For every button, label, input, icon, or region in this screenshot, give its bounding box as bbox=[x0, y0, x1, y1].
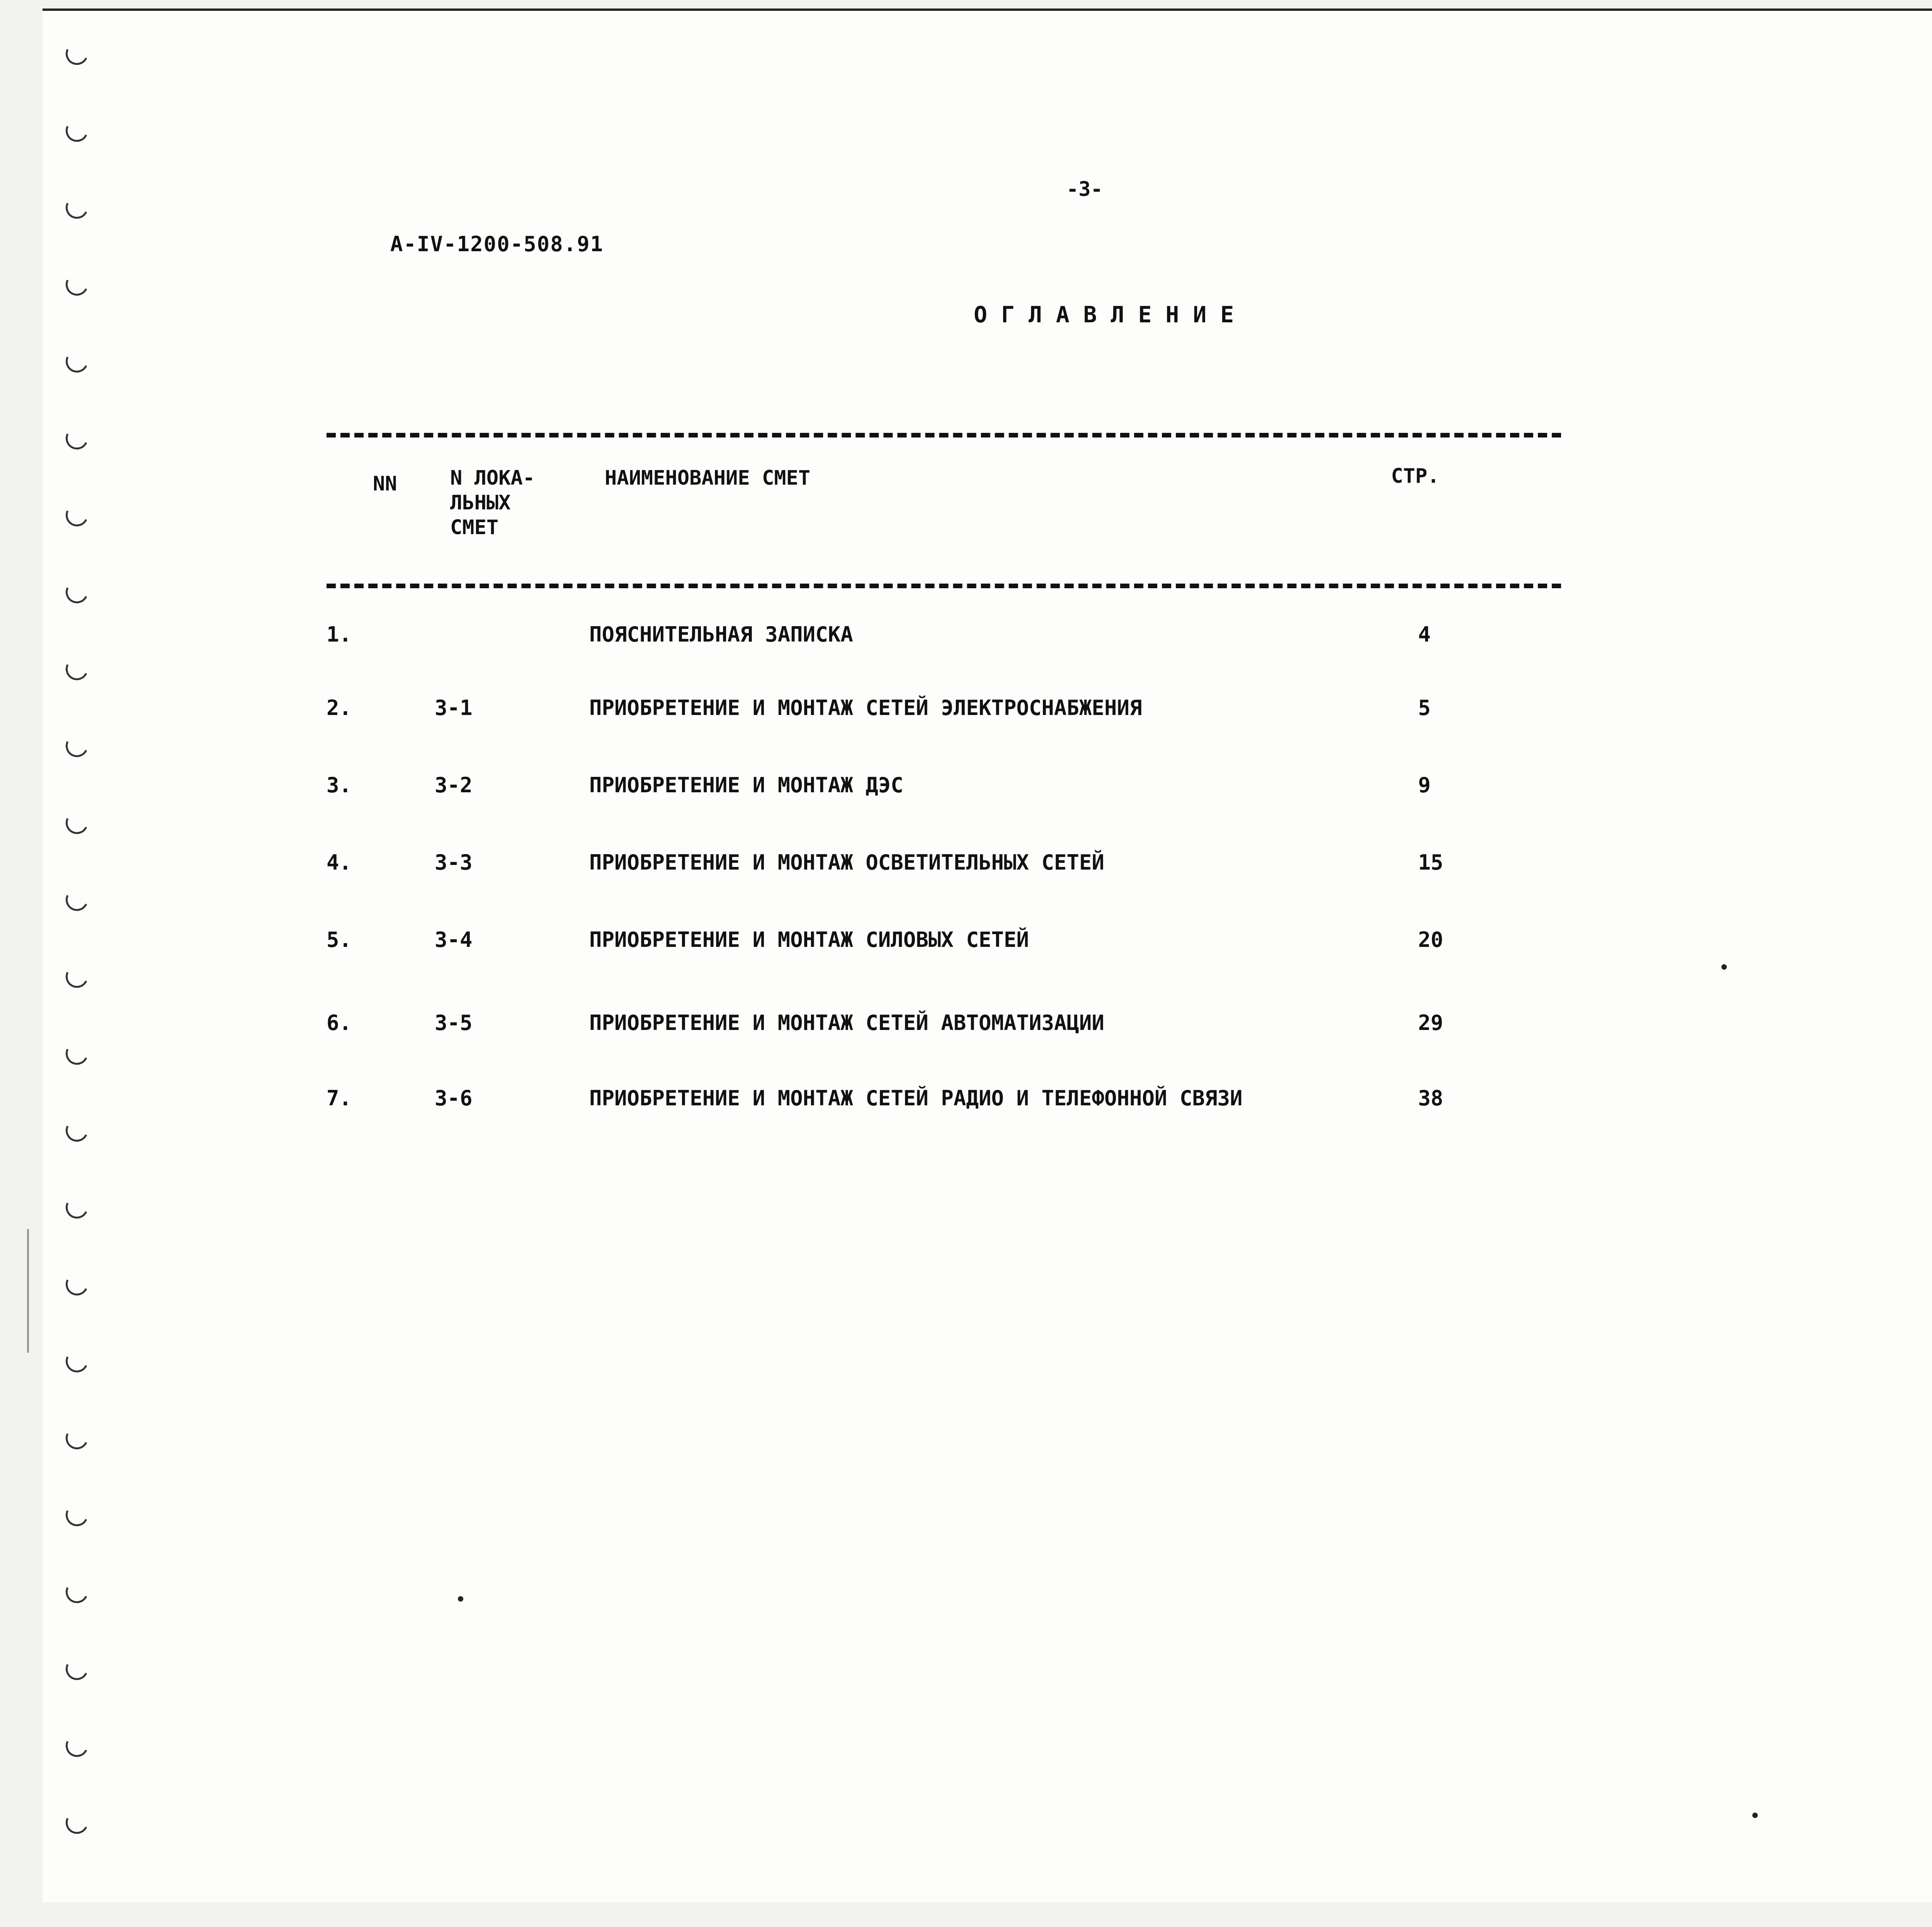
scan-speck bbox=[1721, 964, 1727, 970]
perforation-hole bbox=[63, 1270, 91, 1299]
table-top-rule bbox=[327, 433, 1561, 437]
row-page: 38 bbox=[1418, 1086, 1444, 1110]
row-name: ПРИОБРЕТЕНИЕ И МОНТАЖ СЕТЕЙ РАДИО И ТЕЛЕФОННОЙ СВЯЗИ bbox=[589, 1086, 1243, 1110]
table-row bbox=[0, 928, 1932, 966]
table-row bbox=[0, 1011, 1932, 1049]
perforation-hole bbox=[63, 962, 91, 991]
perforation-hole bbox=[63, 809, 91, 837]
row-page: 5 bbox=[1418, 696, 1431, 720]
table-row bbox=[0, 696, 1932, 734]
row-nn: 1. bbox=[327, 622, 352, 647]
row-name: ПРИОБРЕТЕНИЕ И МОНТАЖ ДЭС bbox=[589, 773, 903, 797]
perforation-hole bbox=[63, 1578, 91, 1606]
perforation-hole bbox=[63, 116, 91, 145]
row-code: 3-6 bbox=[435, 1086, 473, 1110]
row-page: 4 bbox=[1418, 622, 1431, 647]
row-code: 3-3 bbox=[435, 850, 473, 875]
row-code: 3-1 bbox=[435, 696, 473, 720]
row-name: ПРИОБРЕТЕНИЕ И МОНТАЖ СЕТЕЙ ЭЛЕКТРОСНАБЖЕНИЯ bbox=[589, 696, 1142, 720]
perforation-hole bbox=[63, 885, 91, 914]
row-nn: 2. bbox=[327, 696, 352, 720]
header-nn: NN bbox=[373, 472, 397, 495]
page-number: -3- bbox=[1066, 178, 1103, 201]
perforation-hole bbox=[63, 347, 91, 376]
perforation-hole bbox=[63, 193, 91, 222]
row-code: 3-2 bbox=[435, 773, 473, 797]
row-page: 20 bbox=[1418, 928, 1444, 952]
row-name: ПОЯСНИТЕЛЬНАЯ ЗАПИСКА bbox=[589, 622, 853, 647]
header-local-estimate: N ЛОКА- ЛЬНЫХ СМЕТ bbox=[450, 466, 535, 539]
table-row bbox=[0, 622, 1932, 661]
header-estimate-name: НАИМЕНОВАНИЕ СМЕТ bbox=[605, 466, 811, 490]
table-row bbox=[0, 850, 1932, 889]
perforation-hole bbox=[63, 1424, 91, 1452]
perforation-hole bbox=[63, 732, 91, 760]
table-header-rule bbox=[327, 584, 1561, 588]
perforation-hole bbox=[63, 501, 91, 529]
scan-speck bbox=[458, 1596, 463, 1602]
row-nn: 5. bbox=[327, 928, 352, 952]
row-page: 9 bbox=[1418, 773, 1431, 797]
perforation-hole bbox=[63, 1501, 91, 1529]
row-name: ПРИОБРЕТЕНИЕ И МОНТАЖ СЕТЕЙ АВТОМАТИЗАЦИИ bbox=[589, 1011, 1104, 1035]
row-nn: 6. bbox=[327, 1011, 352, 1035]
row-name: ПРИОБРЕТЕНИЕ И МОНТАЖ ОСВЕТИТЕЛЬНЫХ СЕТЕЙ bbox=[589, 850, 1104, 875]
perforation-hole bbox=[63, 1193, 91, 1222]
table-row bbox=[0, 773, 1932, 812]
perforation-hole bbox=[63, 1655, 91, 1683]
perforation-hole bbox=[63, 1808, 91, 1837]
document-code: А-IV-1200-508.91 bbox=[390, 232, 604, 256]
scan-speck bbox=[1752, 1813, 1758, 1818]
sheet-top-edge bbox=[43, 9, 1932, 11]
row-nn: 7. bbox=[327, 1086, 352, 1110]
perforation-hole bbox=[63, 578, 91, 606]
header-page: СТР. bbox=[1391, 465, 1440, 488]
perforation-hole bbox=[63, 424, 91, 453]
row-nn: 4. bbox=[327, 850, 352, 875]
row-page: 29 bbox=[1418, 1011, 1444, 1035]
perforation-hole bbox=[63, 270, 91, 299]
row-code: 3-4 bbox=[435, 928, 473, 952]
row-page: 15 bbox=[1418, 850, 1444, 875]
row-code: 3-5 bbox=[435, 1011, 473, 1035]
page-title: ОГЛАВЛЕНИЕ bbox=[974, 301, 1248, 328]
perforation-hole bbox=[63, 1347, 91, 1375]
row-name: ПРИОБРЕТЕНИЕ И МОНТАЖ СИЛОВЫХ СЕТЕЙ bbox=[589, 928, 1029, 952]
sheet-left-mark bbox=[27, 1229, 29, 1353]
perforation-hole bbox=[63, 39, 91, 68]
perforation-hole bbox=[63, 1731, 91, 1760]
row-nn: 3. bbox=[327, 773, 352, 797]
table-row bbox=[0, 1086, 1932, 1125]
